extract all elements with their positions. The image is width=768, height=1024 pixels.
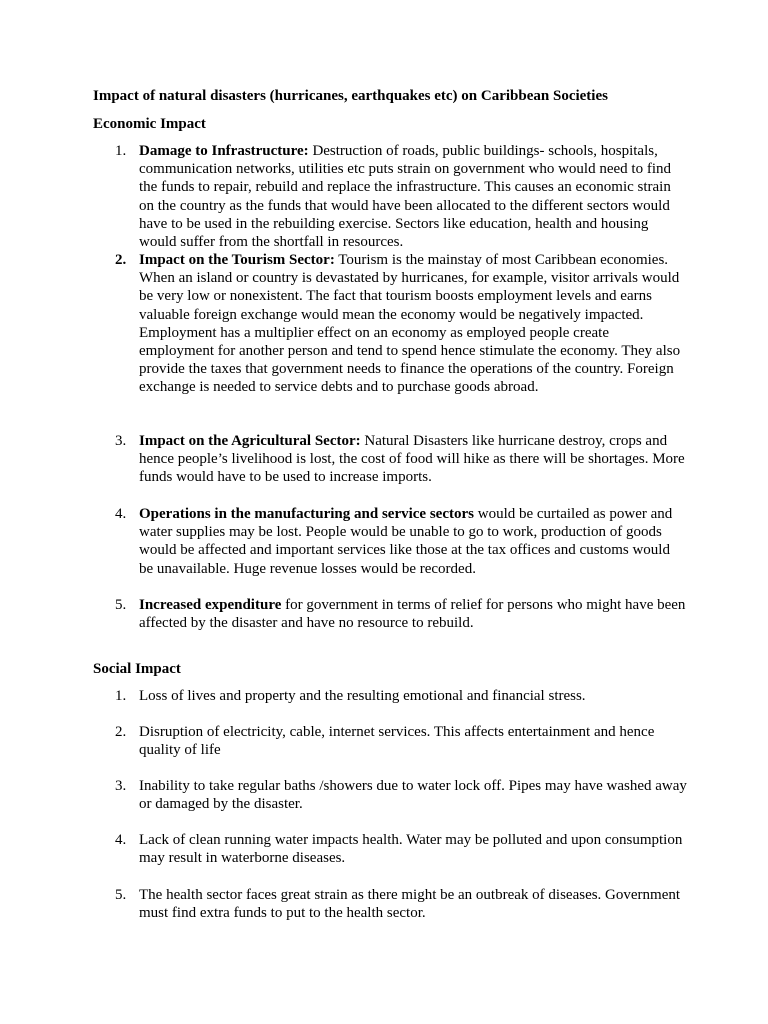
social-item-4 — [115, 831, 687, 867]
economic-item-1 — [115, 142, 687, 251]
social-item-3 — [115, 777, 687, 813]
item-text: Natural Disasters like hurricane destroy, crops and hence people’s livelihood is lost, the cost of food will hike as there will be shortages. More funds would have to be used to increase imports. — [139, 433, 685, 486]
social-item-1 — [115, 687, 687, 705]
item-lead: Impact on the Agricultural Sector: — [139, 433, 361, 449]
social-item-2 — [115, 723, 687, 759]
item-text: Lack of clean running water impacts health. Water may be polluted and upon consumption may result in waterborne diseases. — [139, 832, 683, 867]
item-text: for government in terms of relief for persons who might have been affected by the disaster and have no resource to rebuild. — [139, 597, 686, 632]
economic-item-3 — [115, 432, 687, 487]
item-lead: Increased expenditure — [139, 597, 282, 613]
list-number: 1. — [115, 688, 127, 704]
social-impact-heading: Social Impact — [93, 661, 181, 677]
list-number: 2. — [115, 252, 127, 268]
item-text: The health sector faces great strain as there might be an outbreak of diseases. Government must find extra funds to put to the health sector. — [139, 887, 681, 922]
economic-item-5 — [115, 596, 687, 632]
economic-impact-heading: Economic Impact — [93, 116, 206, 132]
item-text: Loss of lives and property and the resulting emotional and financial stress. — [139, 688, 586, 704]
item-lead: Impact on the Tourism Sector: — [139, 252, 335, 268]
list-number: 2. — [115, 724, 127, 740]
document-title: Impact of natural disasters (hurricanes, earthquakes etc) on Caribbean Societies — [93, 88, 608, 104]
list-number: 4. — [115, 506, 127, 522]
item-lead: Damage to Infrastructure: — [139, 143, 309, 159]
list-number: 5. — [115, 597, 127, 613]
list-number: 5. — [115, 887, 127, 903]
social-item-5 — [115, 886, 687, 922]
item-text: would be curtailed as power and water supplies may be lost. People would be unable to go to work, production of goods would be affected and important services like those at the tax offices and customs would be unavailable. Huge revenue losses would be recorded. — [139, 506, 673, 577]
list-number: 3. — [115, 778, 127, 794]
list-number: 3. — [115, 433, 127, 449]
economic-item-4 — [115, 505, 687, 578]
item-text: Destruction of roads, public buildings- schools, hospitals, communication networks, utilities etc puts strain on government who would need to find the funds to repair, rebuild and replace the infrastructure. This causes an economic strain on the country as the funds that would have been allocated to the different sectors would have to be used in the rebuilding exercise. Sectors like education, health and housing would suffer from the shortfall in resources. — [139, 143, 671, 251]
economic-item-2 — [115, 251, 687, 397]
item-text: Disruption of electricity, cable, internet services. This affects entertainment and hence quality of life — [139, 724, 655, 759]
list-number: 1. — [115, 143, 127, 159]
item-text: Inability to take regular baths /showers due to water lock off. Pipes may have washed away or damaged by the disaster. — [139, 778, 687, 813]
item-lead: Operations in the manufacturing and service sectors — [139, 506, 474, 522]
list-number: 4. — [115, 832, 127, 848]
item-text: Tourism is the mainstay of most Caribbean economies. When an island or country is devastated by hurricanes, for example, visitor arrivals would be very low or nonexistent. The fact that tourism boosts employment levels and earns valuable foreign exchange would mean the economy would be negatively impacted. Employment has a multiplier effect on an economy as employed people create employment for another person and tend to spend hence stimulate the economy. They also provide the taxes that government needs to finance the operations of the country. Foreign exchange is needed to service debts and to purchase goods abroad. — [139, 252, 681, 396]
